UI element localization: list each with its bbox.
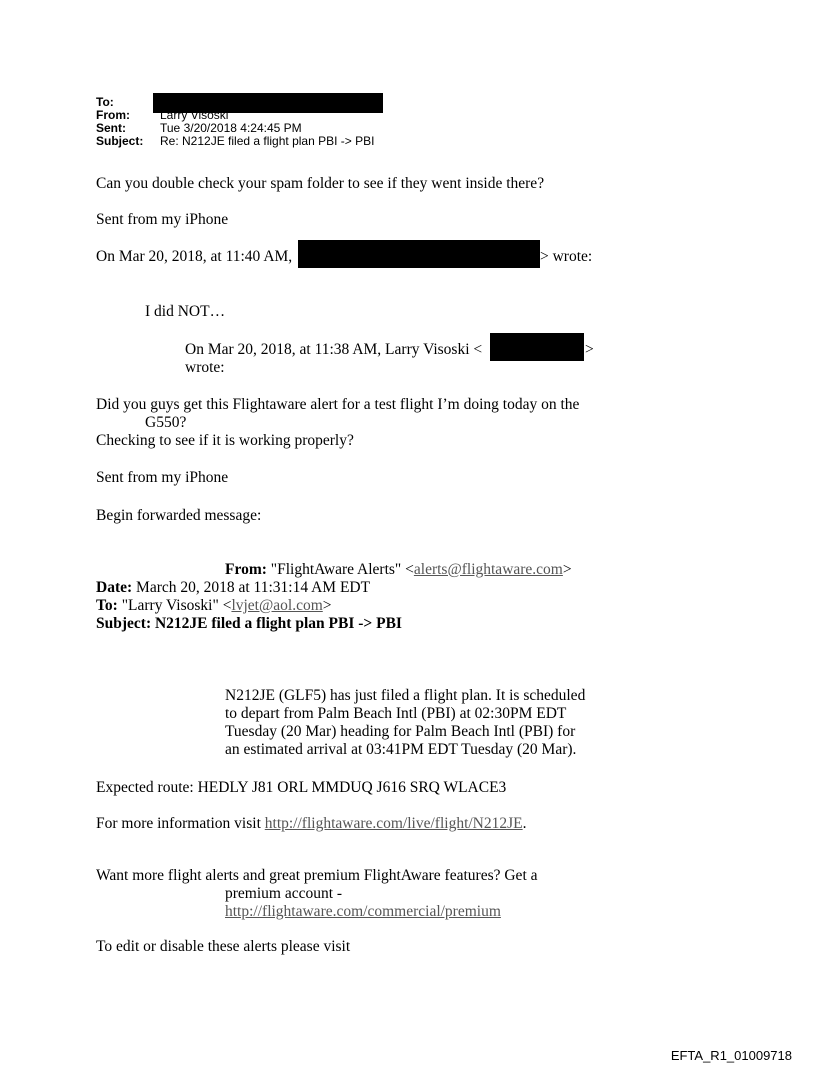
fwd-from-name: "FlightAware Alerts" < (266, 561, 414, 578)
document-id: EFTA_R1_01009718 (670, 1048, 792, 1063)
quote-header-2 (185, 341, 482, 359)
quote-header-2-prefix: On Mar 20, 2018, at 11:38 AM, Larry Visoski < (185, 341, 483, 358)
fwd-from-email-link[interactable]: alerts@flightaware.com (413, 561, 563, 578)
subject-label: Subject: (96, 134, 144, 148)
info-prefix: For more information visit (96, 815, 265, 832)
signature-line: Sent from my iPhone (96, 211, 229, 228)
alert-line-4: an estimated arrival at 03:41PM EDT Tuesday (20 Mar). (225, 741, 577, 758)
fwd-subject-line: Subject: N212JE filed a flight plan PBI -> PBI (96, 615, 402, 632)
alert-line-3: Tuesday (20 Mar) heading for Palm Beach Intl (PBI) for (225, 723, 576, 740)
quote-header-1-prefix: On Mar 20, 2018, at 11:40 AM, (96, 248, 293, 265)
quoted-line-3: Checking to see if it is working properly? (96, 432, 354, 449)
premium-link[interactable]: http://flightaware.com/commercial/premium (225, 903, 501, 920)
quoted-line-1: Did you guys get this Flightaware alert for a test flight I’m doing today on the (96, 396, 580, 413)
redaction-block (490, 333, 584, 361)
sent-label: Sent: (96, 121, 126, 135)
promo-line-2: premium account - (225, 885, 343, 902)
info-suffix: . (522, 815, 527, 832)
flight-info-link[interactable]: http://flightaware.com/live/flight/N212JE (264, 815, 523, 832)
fwd-to-line (96, 597, 332, 615)
alert-line-1: N212JE (GLF5) has just filed a flight plan. It is scheduled (225, 687, 586, 704)
fwd-to-email-link[interactable]: lvjet@aol.com (231, 597, 323, 614)
premium-link-line (225, 903, 501, 921)
quote-header-1 (96, 248, 292, 266)
quote-header-1-suffix: > wrote: (540, 248, 593, 265)
to-label: To: (96, 95, 114, 109)
body-line-spam: Can you double check your spam folder to see if they went inside there? (96, 175, 545, 192)
from-value: Larry Visoski (160, 108, 229, 122)
sent-value: Tue 3/20/2018 4:24:45 PM (160, 121, 302, 135)
fwd-date-value: March 20, 2018 at 11:31:14 AM EDT (132, 579, 371, 596)
fwd-to-name: "Larry Visoski" < (117, 597, 232, 614)
edit-alerts-line: To edit or disable these alerts please visit (96, 938, 351, 955)
signature-line: Sent from my iPhone (96, 469, 229, 486)
fwd-from-label: From: (225, 561, 267, 578)
alert-line-2: to depart from Palm Beach Intl (PBI) at 02:30PM EDT (225, 705, 567, 722)
reply-text: I did NOT… (145, 303, 226, 320)
fwd-date-label: Date: (96, 579, 133, 596)
header-subject-row (96, 135, 374, 148)
fwd-to-close: > (322, 597, 332, 614)
fwd-to-label: To: (96, 597, 118, 614)
forwarded-label: Begin forwarded message: (96, 507, 262, 524)
redaction-block (298, 240, 540, 268)
expected-route: Expected route: HEDLY J81 ORL MMDUQ J616 SRQ WLACE3 (96, 779, 507, 796)
subject-value: Re: N212JE filed a flight plan PBI -> PBI (160, 134, 375, 148)
promo-line-1: Want more flight alerts and great premium FlightAware features? Get a (96, 867, 538, 884)
fwd-from-line (225, 561, 572, 579)
info-line (96, 815, 527, 833)
quote-header-2-suffix: > (585, 341, 594, 358)
quote-header-2-wrote: wrote: (185, 359, 225, 376)
fwd-from-close: > (562, 561, 572, 578)
quoted-line-2: G550? (145, 414, 187, 431)
from-label: From: (96, 108, 130, 122)
fwd-date-line (96, 579, 370, 597)
